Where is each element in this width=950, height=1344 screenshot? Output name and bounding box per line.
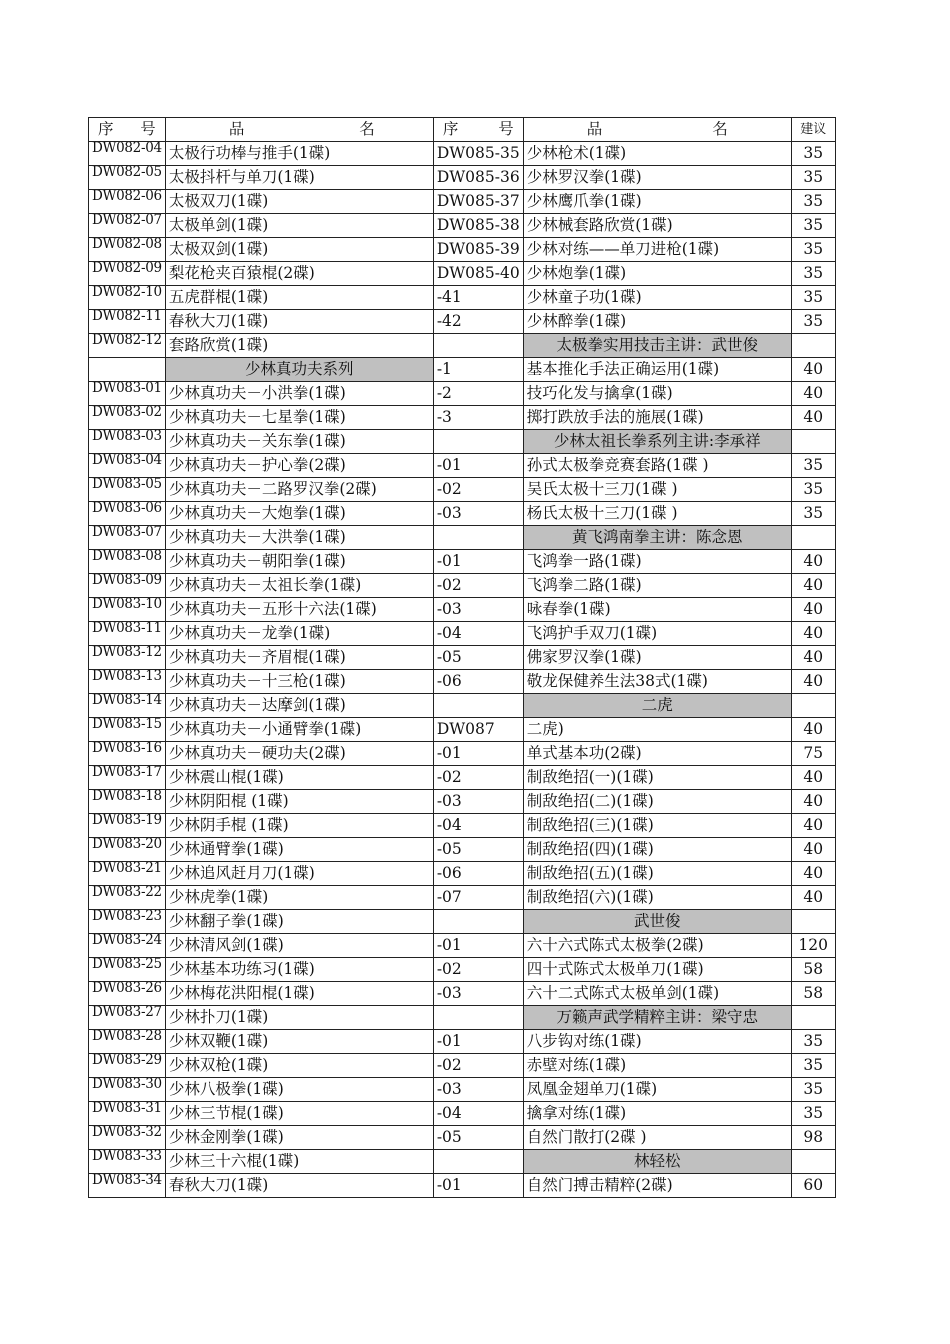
row-price: 35 <box>791 286 835 310</box>
row-code-right: -3 <box>433 406 523 430</box>
row-code-right: -06 <box>433 862 523 886</box>
row-price: 40 <box>791 670 835 694</box>
row-code-left: DW083-17 <box>89 766 166 790</box>
row-code-right: -41 <box>433 286 523 310</box>
row-name-left: 少林扑刀(1碟) <box>165 1006 433 1030</box>
table-row <box>89 766 836 790</box>
header-product-name <box>165 118 433 142</box>
row-name-left: 少林真功夫－达摩剑(1碟) <box>165 694 433 718</box>
row-code-right: -03 <box>433 982 523 1006</box>
row-code-right: -03 <box>433 598 523 622</box>
row-name-left: 少林双枪(1碟) <box>165 1054 433 1078</box>
row-name-left: 少林虎拳(1碟) <box>165 886 433 910</box>
row-code-left: DW083-34 <box>89 1174 166 1198</box>
row-name-left: 少林翻子拳(1碟) <box>165 910 433 934</box>
row-price: 75 <box>791 742 835 766</box>
row-name-right: 擒拿对练(1碟) <box>523 1102 791 1126</box>
row-code-left: DW083-28 <box>89 1030 166 1054</box>
header-serial <box>89 118 166 142</box>
row-code-left: DW083-27 <box>89 1006 166 1030</box>
table-row <box>89 1126 836 1150</box>
row-code-left: DW083-13 <box>89 670 166 694</box>
row-name-right: 少林炮拳(1碟) <box>523 262 791 286</box>
header-serial-char-1: 序 <box>98 120 114 138</box>
header-product-name-2 <box>523 118 791 142</box>
row-name-right: 六十二式陈式太极单剑(1碟) <box>523 982 791 1006</box>
table-row <box>89 1150 836 1174</box>
row-price: 40 <box>791 862 835 886</box>
row-code-right: -02 <box>433 1054 523 1078</box>
row-price: 40 <box>791 838 835 862</box>
row-code-left: DW082-10 <box>89 286 166 310</box>
row-code-left: DW083-26 <box>89 982 166 1006</box>
row-code-right: -06 <box>433 670 523 694</box>
row-name-right: 自然门散打(2碟 ) <box>523 1126 791 1150</box>
row-price: 40 <box>791 814 835 838</box>
table-row <box>89 1030 836 1054</box>
table-row <box>89 598 836 622</box>
table-row <box>89 430 836 454</box>
row-name-left: 少林真功夫－七星拳(1碟) <box>165 406 433 430</box>
table-row <box>89 574 836 598</box>
row-name-right: 飞鸿拳一路(1碟) <box>523 550 791 574</box>
header-serial-2 <box>433 118 523 142</box>
row-name-left: 少林真功夫－关东拳(1碟) <box>165 430 433 454</box>
row-name-right: 单式基本功(2碟) <box>523 742 791 766</box>
row-code-right <box>433 1150 523 1174</box>
row-code-right: -03 <box>433 502 523 526</box>
row-code-right: -04 <box>433 622 523 646</box>
row-name-right: 制敌绝招(一)(1碟) <box>523 766 791 790</box>
row-price: 35 <box>791 262 835 286</box>
row-code-left: DW082-11 <box>89 310 166 334</box>
row-price: 40 <box>791 358 835 382</box>
header-serial-char-2: 号 <box>140 120 156 138</box>
row-code-left <box>89 358 166 382</box>
table-row <box>89 382 836 406</box>
row-code-right: -01 <box>433 1174 523 1198</box>
row-name-right: 孙式太极拳竞赛套路(1碟 ) <box>523 454 791 478</box>
row-name-left: 少林真功夫－龙拳(1碟) <box>165 622 433 646</box>
section-header-right: 少林太祖长拳系列主讲:李承祥 <box>523 430 791 454</box>
row-code-right: -04 <box>433 814 523 838</box>
row-price <box>791 1006 835 1030</box>
row-price: 35 <box>791 238 835 262</box>
table-row <box>89 718 836 742</box>
row-name-left: 太极双刀(1碟) <box>165 190 433 214</box>
table-row <box>89 934 836 958</box>
row-code-left: DW083-24 <box>89 934 166 958</box>
row-price: 35 <box>791 214 835 238</box>
row-name-left: 少林震山棍(1碟) <box>165 766 433 790</box>
row-code-right: DW085-37 <box>433 190 523 214</box>
row-price: 40 <box>791 790 835 814</box>
row-name-right: 咏春拳(1碟) <box>523 598 791 622</box>
row-price: 35 <box>791 1030 835 1054</box>
row-name-right: 少林醉拳(1碟) <box>523 310 791 334</box>
row-code-left: DW083-33 <box>89 1150 166 1174</box>
row-name-left: 少林真功夫－护心拳(2碟) <box>165 454 433 478</box>
row-code-right: DW087 <box>433 718 523 742</box>
row-code-left: DW083-02 <box>89 406 166 430</box>
header-name-char-2: 名 <box>359 120 375 138</box>
row-code-right: -07 <box>433 886 523 910</box>
row-name-right: 少林童子功(1碟) <box>523 286 791 310</box>
row-code-left: DW083-04 <box>89 454 166 478</box>
table-row <box>89 238 836 262</box>
row-price: 60 <box>791 1174 835 1198</box>
table-body <box>89 142 836 1198</box>
table-row <box>89 862 836 886</box>
row-price: 40 <box>791 598 835 622</box>
row-name-right: 飞鸿护手双刀(1碟) <box>523 622 791 646</box>
table-row <box>89 982 836 1006</box>
row-price: 35 <box>791 1078 835 1102</box>
row-name-left: 太极抖杆与单刀(1碟) <box>165 166 433 190</box>
header-name-char-1: 品 <box>228 120 245 138</box>
table-row <box>89 886 836 910</box>
table-row <box>89 286 836 310</box>
row-code-right: -01 <box>433 742 523 766</box>
row-name-left: 少林双鞭(1碟) <box>165 1030 433 1054</box>
row-code-right <box>433 526 523 550</box>
row-price <box>791 526 835 550</box>
row-code-right <box>433 910 523 934</box>
section-header-right: 万籁声武学精粹主讲：梁守忠 <box>523 1006 791 1030</box>
row-code-left: DW083-16 <box>89 742 166 766</box>
row-price: 58 <box>791 958 835 982</box>
row-price: 35 <box>791 166 835 190</box>
row-price: 35 <box>791 478 835 502</box>
row-name-left: 少林真功夫－大洪拳(1碟) <box>165 526 433 550</box>
row-name-right: 飞鸿拳二路(1碟) <box>523 574 791 598</box>
table-row <box>89 166 836 190</box>
row-price: 35 <box>791 190 835 214</box>
row-name-right: 吴氏太极十三刀(1碟 ) <box>523 478 791 502</box>
row-code-left: DW083-11 <box>89 622 166 646</box>
row-code-left: DW083-09 <box>89 574 166 598</box>
row-name-left: 梨花枪夹百猿棍(2碟) <box>165 262 433 286</box>
row-code-right: -05 <box>433 646 523 670</box>
row-code-right: -2 <box>433 382 523 406</box>
row-name-right: 二虎) <box>523 718 791 742</box>
row-code-right: -1 <box>433 358 523 382</box>
row-price: 40 <box>791 550 835 574</box>
row-name-left: 少林真功夫－太祖长拳(1碟) <box>165 574 433 598</box>
row-name-right: 制敌绝招(三)(1碟) <box>523 814 791 838</box>
row-code-left: DW083-10 <box>89 598 166 622</box>
row-name-left: 少林阴阳棍 (1碟) <box>165 790 433 814</box>
row-name-left: 春秋大刀(1碟) <box>165 310 433 334</box>
table-row <box>89 694 836 718</box>
table-row <box>89 742 836 766</box>
row-code-left: DW083-12 <box>89 646 166 670</box>
row-price <box>791 334 835 358</box>
row-price: 120 <box>791 934 835 958</box>
row-price: 35 <box>791 1102 835 1126</box>
row-name-left: 少林梅花洪阳棍(1碟) <box>165 982 433 1006</box>
row-code-right: -02 <box>433 766 523 790</box>
row-name-left: 套路欣赏(1碟) <box>165 334 433 358</box>
row-name-right: 少林对练——单刀进枪(1碟) <box>523 238 791 262</box>
row-name-left: 少林真功夫－朝阳拳(1碟) <box>165 550 433 574</box>
table-row <box>89 814 836 838</box>
row-code-left: DW083-25 <box>89 958 166 982</box>
row-code-left: DW082-08 <box>89 238 166 262</box>
header-price-label: 建议 <box>800 121 827 137</box>
row-price: 40 <box>791 766 835 790</box>
row-name-right: 赤壁对练(1碟) <box>523 1054 791 1078</box>
row-price: 40 <box>791 574 835 598</box>
row-name-right: 基本推化手法正确运用(1碟) <box>523 358 791 382</box>
header-serial2-char-2: 号 <box>498 120 514 138</box>
section-header-right: 林轻松 <box>523 1150 791 1174</box>
row-price: 35 <box>791 502 835 526</box>
row-code-left: DW083-07 <box>89 526 166 550</box>
row-price <box>791 910 835 934</box>
table-row <box>89 1054 836 1078</box>
row-code-left: DW082-12 <box>89 334 166 358</box>
row-code-left: DW083-20 <box>89 838 166 862</box>
row-code-left: DW083-31 <box>89 1102 166 1126</box>
row-code-right <box>433 334 523 358</box>
row-code-right: -01 <box>433 454 523 478</box>
table-row <box>89 358 836 382</box>
row-name-left: 少林基本功练习(1碟) <box>165 958 433 982</box>
table-row <box>89 958 836 982</box>
row-name-left: 少林真功夫－二路罗汉拳(2碟) <box>165 478 433 502</box>
row-code-left: DW083-29 <box>89 1054 166 1078</box>
table-row <box>89 1102 836 1126</box>
row-code-right: -01 <box>433 1030 523 1054</box>
row-name-right: 制敌绝招(四)(1碟) <box>523 838 791 862</box>
table-row <box>89 790 836 814</box>
table-row <box>89 622 836 646</box>
row-price <box>791 430 835 454</box>
row-price: 35 <box>791 310 835 334</box>
row-price: 40 <box>791 886 835 910</box>
row-price <box>791 1150 835 1174</box>
row-name-left: 太极双剑(1碟) <box>165 238 433 262</box>
row-code-left: DW083-19 <box>89 814 166 838</box>
row-name-left: 少林真功夫－十三枪(1碟) <box>165 670 433 694</box>
row-code-right: -02 <box>433 574 523 598</box>
row-code-left: DW083-08 <box>89 550 166 574</box>
table-row <box>89 454 836 478</box>
table-row <box>89 550 836 574</box>
row-code-left: DW083-06 <box>89 502 166 526</box>
row-name-left: 少林追风赶月刀(1碟) <box>165 862 433 886</box>
table-row <box>89 1078 836 1102</box>
row-code-left: DW083-01 <box>89 382 166 406</box>
table-row <box>89 502 836 526</box>
table-row <box>89 1006 836 1030</box>
row-code-left: DW083-18 <box>89 790 166 814</box>
row-name-right: 技巧化发与擒拿(1碟) <box>523 382 791 406</box>
row-name-right: 制敌绝招(六)(1碟) <box>523 886 791 910</box>
row-name-left: 少林八极拳(1碟) <box>165 1078 433 1102</box>
row-code-left: DW083-05 <box>89 478 166 502</box>
row-code-left: DW082-04 <box>89 142 166 166</box>
table-row <box>89 334 836 358</box>
row-name-left: 少林三节棍(1碟) <box>165 1102 433 1126</box>
row-code-left: DW082-09 <box>89 262 166 286</box>
row-name-left: 少林三十六棍(1碟) <box>165 1150 433 1174</box>
row-price: 58 <box>791 982 835 1006</box>
row-name-left: 少林阴手棍 (1碟) <box>165 814 433 838</box>
row-price: 40 <box>791 646 835 670</box>
table-row <box>89 310 836 334</box>
row-name-left: 少林真功夫－硬功夫(2碟) <box>165 742 433 766</box>
row-name-right: 少林罗汉拳(1碟) <box>523 166 791 190</box>
table-header-row <box>89 118 836 142</box>
section-header-right: 武世俊 <box>523 910 791 934</box>
row-name-left: 少林通臂拳(1碟) <box>165 838 433 862</box>
row-code-left: DW082-07 <box>89 214 166 238</box>
row-code-right: -42 <box>433 310 523 334</box>
row-name-right: 少林械套路欣赏(1碟) <box>523 214 791 238</box>
row-name-left: 少林清风剑(1碟) <box>165 934 433 958</box>
row-name-left: 太极单剑(1碟) <box>165 214 433 238</box>
row-code-right: DW085-40 <box>433 262 523 286</box>
row-name-right: 制敌绝招(二)(1碟) <box>523 790 791 814</box>
row-code-right: -05 <box>433 838 523 862</box>
row-price: 40 <box>791 622 835 646</box>
row-code-right: DW085-39 <box>433 238 523 262</box>
row-code-right: -02 <box>433 478 523 502</box>
table-row <box>89 190 836 214</box>
row-code-right: -01 <box>433 550 523 574</box>
row-name-right: 八步钩对练(1碟) <box>523 1030 791 1054</box>
row-code-right: -01 <box>433 934 523 958</box>
row-name-left: 春秋大刀(1碟) <box>165 1174 433 1198</box>
row-code-right: -03 <box>433 1078 523 1102</box>
row-code-left: DW083-21 <box>89 862 166 886</box>
table-row <box>89 646 836 670</box>
row-name-left: 少林金刚拳(1碟) <box>165 1126 433 1150</box>
row-code-left: DW082-06 <box>89 190 166 214</box>
row-code-right: DW085-38 <box>433 214 523 238</box>
table-row <box>89 478 836 502</box>
row-name-right: 敬龙保健养生法38式(1碟) <box>523 670 791 694</box>
table-row <box>89 1174 836 1198</box>
row-code-right: -04 <box>433 1102 523 1126</box>
row-name-right: 自然门搏击精粹(2碟) <box>523 1174 791 1198</box>
row-code-left: DW083-32 <box>89 1126 166 1150</box>
row-name-left: 五虎群棍(1碟) <box>165 286 433 310</box>
section-header-left: 少林真功夫系列 <box>165 358 433 382</box>
table-row <box>89 838 836 862</box>
row-price: 98 <box>791 1126 835 1150</box>
row-name-left: 少林真功夫－齐眉棍(1碟) <box>165 646 433 670</box>
row-price <box>791 694 835 718</box>
row-price: 35 <box>791 454 835 478</box>
row-name-left: 少林真功夫－小通臂拳(1碟) <box>165 718 433 742</box>
table-row <box>89 142 836 166</box>
row-name-right: 六十六式陈式太极拳(2碟) <box>523 934 791 958</box>
row-name-left: 太极行功棒与推手(1碟) <box>165 142 433 166</box>
row-name-right: 少林鹰爪拳(1碟) <box>523 190 791 214</box>
row-code-left: DW082-05 <box>89 166 166 190</box>
row-name-right: 制敌绝招(五)(1碟) <box>523 862 791 886</box>
header-serial2-char-1: 序 <box>442 120 459 138</box>
table-row <box>89 214 836 238</box>
row-name-left: 少林真功夫－大炮拳(1碟) <box>165 502 433 526</box>
row-code-left: DW083-23 <box>89 910 166 934</box>
header-name2-char-1: 品 <box>586 120 603 138</box>
row-code-left: DW083-15 <box>89 718 166 742</box>
table-row <box>89 262 836 286</box>
row-code-right: -02 <box>433 958 523 982</box>
row-code-right: DW085-35 <box>433 142 523 166</box>
table-row <box>89 670 836 694</box>
header-price <box>791 118 835 142</box>
section-header-right: 太极拳实用技击主讲：武世俊 <box>523 334 791 358</box>
row-code-left: DW083-14 <box>89 694 166 718</box>
row-code-right <box>433 1006 523 1030</box>
row-name-left: 少林真功夫－小洪拳(1碟) <box>165 382 433 406</box>
row-name-right: 佛家罗汉拳(1碟) <box>523 646 791 670</box>
row-price: 35 <box>791 1054 835 1078</box>
row-price: 40 <box>791 718 835 742</box>
row-name-right: 掷打跌放手法的施展(1碟) <box>523 406 791 430</box>
row-name-right: 杨氏太极十三刀(1碟 ) <box>523 502 791 526</box>
table-row <box>89 406 836 430</box>
row-code-right <box>433 430 523 454</box>
row-code-right: DW085-36 <box>433 166 523 190</box>
table-row <box>89 910 836 934</box>
table-row <box>89 526 836 550</box>
row-name-right: 四十式陈式太极单刀(1碟) <box>523 958 791 982</box>
row-price: 40 <box>791 382 835 406</box>
row-code-left: DW083-03 <box>89 430 166 454</box>
row-code-right <box>433 694 523 718</box>
row-price: 35 <box>791 142 835 166</box>
row-code-right: -05 <box>433 1126 523 1150</box>
row-code-right: -03 <box>433 790 523 814</box>
section-header-right: 二虎 <box>523 694 791 718</box>
row-code-left: DW083-30 <box>89 1078 166 1102</box>
product-price-table <box>88 117 836 1198</box>
row-name-right: 凤凰金翅单刀(1碟) <box>523 1078 791 1102</box>
row-code-left: DW083-22 <box>89 886 166 910</box>
header-name2-char-2: 名 <box>712 120 728 138</box>
row-name-right: 少林枪术(1碟) <box>523 142 791 166</box>
row-name-left: 少林真功夫－五形十六法(1碟) <box>165 598 433 622</box>
row-price: 40 <box>791 406 835 430</box>
section-header-right: 黄飞鸿南拳主讲：陈念恩 <box>523 526 791 550</box>
